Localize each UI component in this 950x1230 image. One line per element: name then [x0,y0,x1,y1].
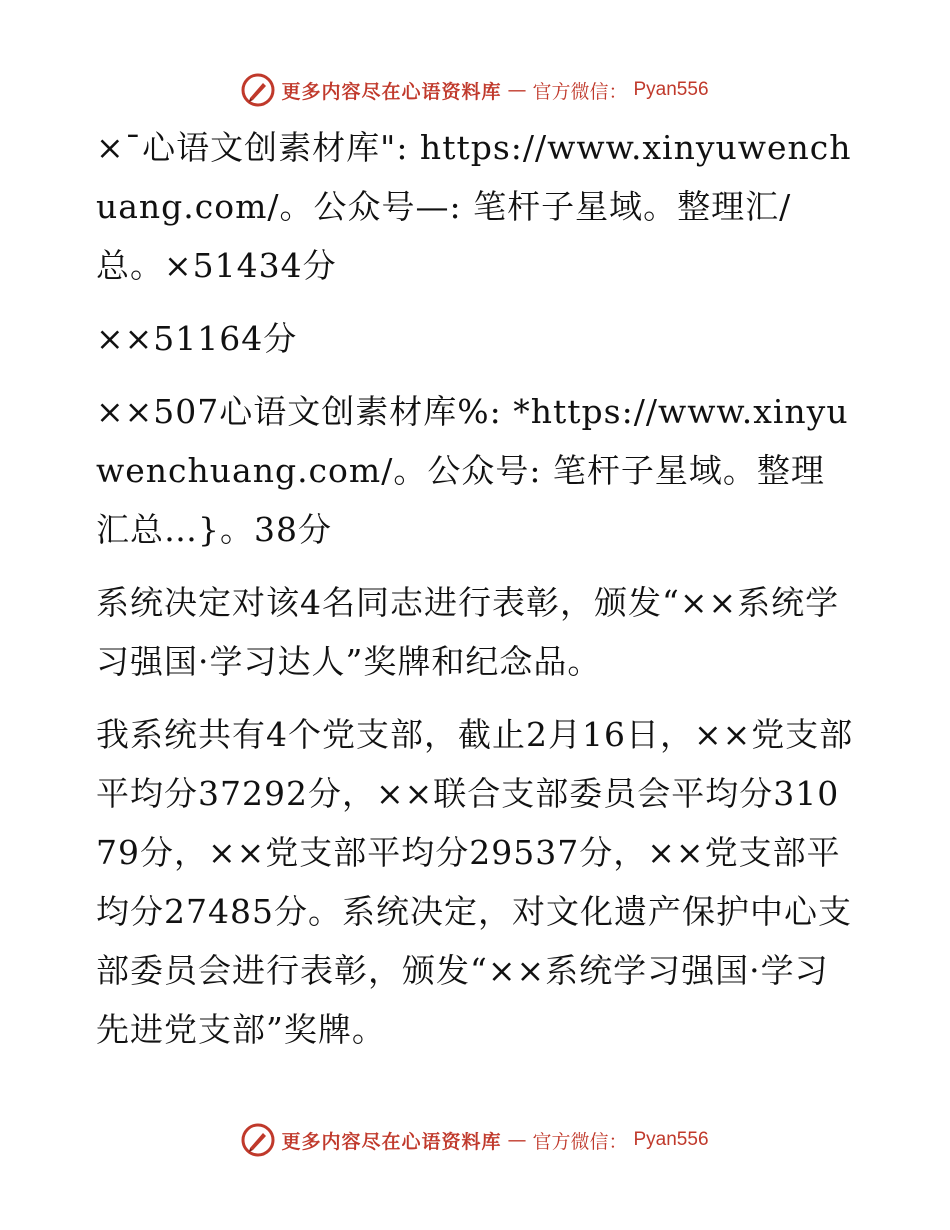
banner-official-label: 官方微信： [532,80,628,103]
footer-watermark-banner [0,1120,950,1160]
document-body [96,118,856,1073]
paragraph-1: ×¯心语文创素材库": https://www.xinyuwenchuang.com/。公众号—: 笔杆子星域。整理汇/总。×51434分 [96,128,852,285]
paragraph-5: 我系统共有4个党支部，截止2月16日，××党支部平均分37292分，××联合支部委员会平均分31079分，××党支部平均分29537分，××党支部平均分27485分。系统决定，对文化遗产保护中心支部委员会进行表彰，颁发“××系统学习强国·学习先进党支部”奖牌。 [96,715,854,1049]
paragraph-3: ××507心语文创素材库%: *https://www.xinyuwenchuang.com/。公众号: 笔杆子星域。整理汇总…}。38分 [96,392,849,549]
banner-separator: — [507,79,527,101]
banner-wechat-id: Pyan556 [633,1129,709,1150]
pen-logo-icon [241,1123,275,1157]
banner-official-label: 官方微信： [532,1130,628,1153]
pen-logo-icon [241,73,275,107]
header-watermark-banner [0,70,950,110]
paragraph-2: ××51164分 [96,319,298,358]
banner-promo-text: 更多内容尽在心语资料库 [281,80,502,103]
paragraph-4: 系统决定对该4名同志进行表彰，颁发“××系统学习强国·学习达人”奖牌和纪念品。 [96,583,840,681]
banner-promo-text: 更多内容尽在心语资料库 [281,1130,502,1153]
banner-separator: — [507,1129,527,1151]
banner-wechat-id: Pyan556 [633,79,709,100]
